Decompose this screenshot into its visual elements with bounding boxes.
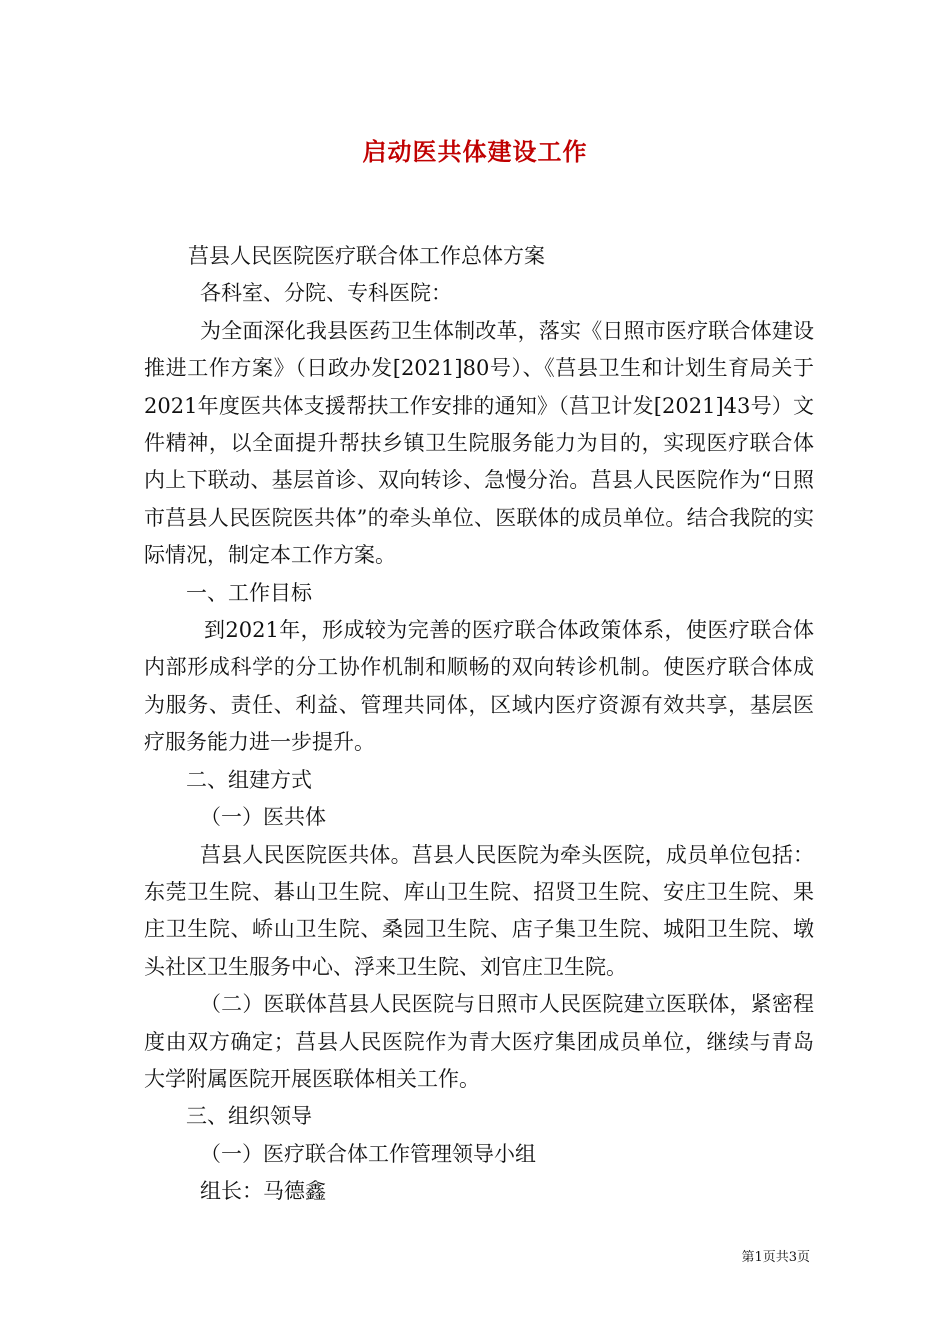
heading-formation: 二、组建方式 bbox=[186, 767, 312, 792]
document-title: 启动医共体建设工作 bbox=[362, 137, 588, 166]
heading-work-goal: 一、工作目标 bbox=[186, 580, 312, 605]
paragraph-work-goal: 到2021年，形成较为完善的医疗联合体政策体系，使医疗联合体内部形成科学的分工协作机制和顺畅的双向转诊机制。使医疗联合体成为服务、责任、利益、管理共同体，区域内医疗资源有效共享，基层医疗服务能力进一步提升。 bbox=[144, 618, 814, 755]
paragraph-plan-title: 莒县人民医院医疗联合体工作总体方案 bbox=[188, 244, 545, 268]
paragraph-salutation: 各科室、分院、专科医院： bbox=[200, 281, 452, 306]
heading-leadership-group: （一）医疗联合体工作管理领导小组 bbox=[200, 1141, 536, 1166]
paragraph-medical-alliance: （二）医联体莒县人民医院与日照市人民医院建立医联体，紧密程度由双方确定；莒县人民医院作为青大医疗集团成员单位，继续与青岛大学附属医院开展医联体相关工作。 bbox=[144, 992, 814, 1091]
document-body bbox=[144, 238, 814, 1211]
page-number: 第1页共3页 bbox=[741, 1250, 810, 1265]
heading-leadership: 三、组织领导 bbox=[186, 1104, 312, 1129]
paragraph-group-leader: 组长：马德鑫 bbox=[200, 1179, 326, 1204]
paragraph-intro: 为全面深化我县医药卫生体制改革，落实《日照市医疗联合体建设推进工作方案》（日政办发[2021]80号）、《莒县卫生和计划生育局关于2021年度医共体支援帮扶工作安排的通知》（莒卫计发[2021]43号）文件精神，以全面提升帮扶乡镇卫生院服务能力为目的，实现医疗联合体内上下联动、基层首诊、双向转诊、急慢分治。莒县人民医院作为“日照市莒县人民医院医共体”的牵头单位、医联体的成员单位。结合我院的实际情况，制定本工作方案。 bbox=[144, 318, 814, 568]
heading-medical-community: （一）医共体 bbox=[200, 805, 326, 830]
paragraph-medical-community: 莒县人民医院医共体。莒县人民医院为牵头医院，成员单位包括：东莞卫生院、碁山卫生院、库山卫生院、招贤卫生院、安庄卫生院、果庄卫生院、峤山卫生院、桑园卫生院、店子集卫生院、城阳卫生院、墩头社区卫生服务中心、浮来卫生院、刘官庄卫生院。 bbox=[144, 842, 814, 979]
